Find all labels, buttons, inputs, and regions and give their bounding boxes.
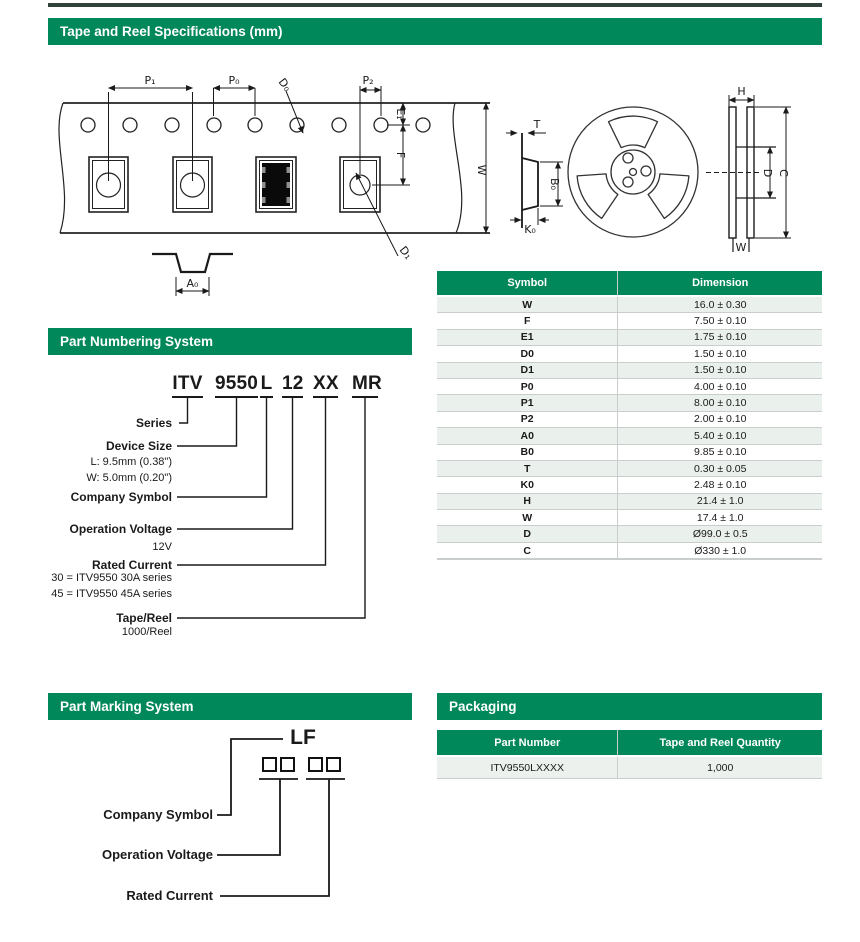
dim-label-k0: K₀ [524, 223, 536, 236]
spec-dimension-cell: 1.50 ± 0.10 [618, 362, 822, 378]
spec-table-row [437, 542, 822, 559]
spec-dimension-cell: 17.4 ± 1.0 [618, 510, 822, 526]
spec-table-row [437, 493, 822, 509]
spec-table-row [437, 378, 822, 394]
spec-dimension-cell: 2.00 ± 0.10 [618, 411, 822, 427]
spec-dimension-cell: Ø330 ± 1.0 [618, 542, 822, 559]
packaging-quantity-cell: 1,000 [618, 756, 822, 779]
marking-box-3 [308, 757, 323, 772]
code-segment-company: L [260, 373, 273, 394]
sprocket-holes [81, 118, 430, 132]
spec-symbol-cell: D0 [437, 346, 618, 362]
marking-box-2 [280, 757, 295, 772]
spec-dimension-cell: 1.75 ± 0.10 [618, 329, 822, 345]
rated-current-option-30: 30 = ITV9550 30A series [51, 572, 172, 584]
spec-dimension-cell: 2.48 ± 0.10 [618, 477, 822, 493]
dim-label-w-reel: W [735, 241, 747, 254]
section-header-packaging: Packaging [437, 693, 822, 720]
part-numbering-connectors [172, 397, 378, 618]
marking-label-rated-current: Rated Current [126, 888, 213, 903]
label-series: Series [135, 416, 172, 430]
spec-symbol-cell: T [437, 460, 618, 476]
dim-label-p1: P₁ [144, 74, 156, 87]
section-header-part-marking: Part Marking System [48, 693, 412, 720]
spec-table-row [437, 460, 822, 476]
packaging-table-row [437, 756, 822, 779]
dim-label-h: H [737, 85, 746, 98]
packaging-table [437, 730, 822, 779]
spec-symbol-cell: P2 [437, 411, 618, 427]
section-header-tape-reel: Tape and Reel Specifications (mm) [48, 18, 822, 45]
dim-label-p0: P₀ [228, 74, 240, 87]
spec-table-row [437, 444, 822, 460]
spec-col-header-symbol: Symbol [437, 271, 618, 296]
packaging-col-header-part-number: Part Number [437, 730, 618, 756]
spec-table-row [437, 526, 822, 542]
tape-reel-value: 1000/Reel [121, 626, 172, 638]
device-size-option-l: L: 9.5mm (0.38") [90, 456, 172, 468]
spec-symbol-cell: D [437, 526, 618, 542]
marking-label-company-symbol: Company Symbol [103, 807, 213, 822]
component-in-pocket [262, 163, 290, 206]
marking-box-4 [326, 757, 341, 772]
packaging-col-header-quantity: Tape and Reel Quantity [618, 730, 822, 756]
label-operation-voltage: Operation Voltage [69, 522, 172, 536]
spec-symbol-cell: P1 [437, 395, 618, 411]
spec-dimension-cell: 5.40 ± 0.10 [618, 428, 822, 444]
spec-table-row [437, 428, 822, 444]
spec-symbol-cell: C [437, 542, 618, 559]
spec-symbol-cell: W [437, 510, 618, 526]
code-segment-series: ITV [172, 373, 203, 394]
spec-symbol-cell: B0 [437, 444, 618, 460]
spec-dimension-cell: 8.00 ± 0.10 [618, 395, 822, 411]
reel-front-view [568, 107, 698, 237]
dim-label-e1: E₁ [394, 108, 407, 120]
spec-table-row [437, 313, 822, 329]
spec-dimension-cell: Ø99.0 ± 0.5 [618, 526, 822, 542]
spec-symbol-cell: E1 [437, 329, 618, 345]
dim-label-c: C [777, 169, 790, 177]
pocket-side-section [506, 133, 563, 228]
dim-label-b0: B₀ [548, 178, 561, 190]
operation-voltage-value: 12V [152, 541, 172, 553]
spec-symbol-cell: F [437, 313, 618, 329]
code-segment-tapereel: MR [352, 373, 382, 394]
dim-label-f: F [394, 151, 407, 159]
top-divider-rule [48, 3, 822, 7]
spec-table-row [437, 510, 822, 526]
marking-box-1 [262, 757, 277, 772]
spec-symbol-cell: A0 [437, 428, 618, 444]
spec-dimension-cell: 7.50 ± 0.10 [618, 313, 822, 329]
spec-dimension-cell: 9.85 ± 0.10 [618, 444, 822, 460]
spec-symbol-cell: W [522, 298, 533, 311]
marking-label-operation-voltage: Operation Voltage [102, 847, 213, 862]
spec-symbol-cell: H [437, 493, 618, 509]
dim-label-d1: D₁ [396, 243, 415, 262]
label-rated-current: Rated Current [91, 558, 172, 572]
spec-dimension-cell: 4.00 ± 0.10 [618, 378, 822, 394]
marking-code: LF [290, 726, 316, 749]
dim-label-d: D [761, 168, 774, 178]
dim-label-p2: P₂ [362, 74, 374, 87]
tape-strip-drawing [59, 103, 490, 233]
spec-symbol-cell: K0 [437, 477, 618, 493]
label-tape-reel: Tape/Reel [116, 611, 172, 625]
label-company-symbol: Company Symbol [70, 490, 172, 504]
spec-table-row [437, 346, 822, 362]
spec-table-row [437, 362, 822, 378]
device-size-option-w: W: 5.0mm (0.20") [86, 472, 172, 484]
spec-table-row [437, 411, 822, 427]
spec-table-row [437, 395, 822, 411]
spec-table-row [437, 329, 822, 345]
dim-label-d0: D₀ [275, 75, 294, 94]
tape-pockets [89, 157, 380, 212]
rated-current-option-45: 45 = ITV9550 45A series [51, 588, 172, 600]
code-segment-device: 9550 [215, 373, 259, 394]
spec-dimension-cell: 16.0 ± 0.30 [618, 296, 822, 313]
code-segment-current: XX [313, 373, 339, 394]
spec-symbol-cell: D1 [437, 362, 618, 378]
pocket-cross-section-a0 [152, 254, 233, 296]
dim-label-w-tape: W [475, 164, 488, 176]
label-device-size: Device Size [105, 439, 172, 453]
reel-side-view [706, 95, 791, 252]
dim-label-a0: A₀ [186, 277, 199, 290]
section-header-part-numbering: Part Numbering System [48, 328, 412, 355]
code-segment-voltage: 12 [282, 373, 304, 394]
spec-dimension-cell: 21.4 ± 1.0 [618, 493, 822, 509]
spec-table [437, 271, 822, 560]
spec-table-row [437, 296, 822, 313]
spec-dimension-cell: 1.50 ± 0.10 [618, 346, 822, 362]
spec-table-row [437, 477, 822, 493]
spec-symbol-cell: P0 [437, 378, 618, 394]
tape-dimensions [109, 86, 487, 256]
spec-dimension-cell: 0.30 ± 0.05 [618, 460, 822, 476]
packaging-part-number-cell: ITV9550LXXXX [490, 761, 564, 774]
spec-col-header-dimension: Dimension [618, 271, 822, 296]
dim-label-t: T [533, 118, 541, 131]
